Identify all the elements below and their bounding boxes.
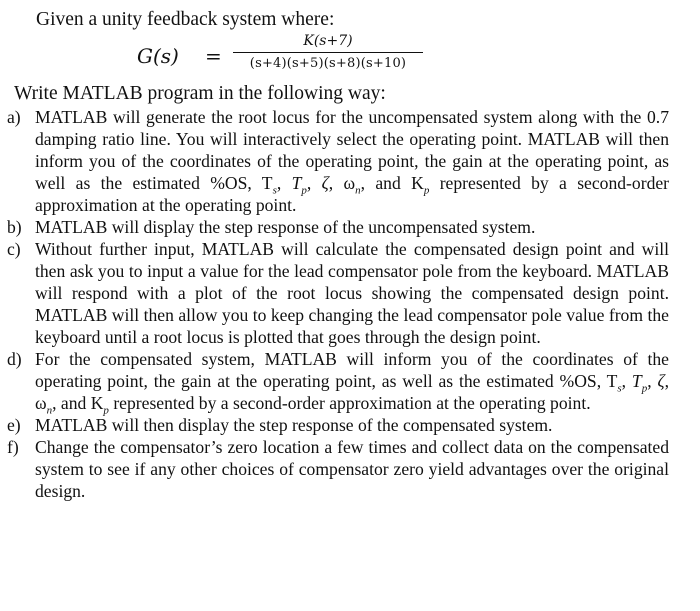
tp-symbol: T: [291, 173, 302, 193]
kp-symbol: and K: [60, 393, 104, 413]
intro-line: Given a unity feedback system where:: [36, 9, 335, 30]
formula-lhs: G(s): [137, 44, 179, 68]
list-item-a: a) MATLAB will generate the root locus for the uncompensated system along with the 0.7 damping ratio line. You will interactively select the operating point. MATLAB will then inform you of the coordinates of the operating point, the gain at the operating point, as well as the estimated %OS, $T_s$, $T_p$, ζ, $\omega_n$, and $K_p$ represented by a second-order approximation at the operating point.: [7, 107, 670, 215]
transfer-function: [137, 32, 437, 82]
item-text: MATLAB will then display the step response of the compensated system.: [35, 415, 553, 435]
formula-denominator: (s+4)(s+5)(s+8)(s+10): [249, 56, 407, 71]
list-item-c: [7, 238, 669, 348]
list-item-f: [7, 436, 669, 502]
list-item-b: [7, 216, 669, 238]
item-text: Without further input, MATLAB will calculate the compensated design point and will then ask you to input a value for the lead compensator pole from the keyboard. MATLAB will respond with a plot of the root locus showing the compensated design point. MATLAB will then allow you to keep changing the lead compensator pole value from the keyboard until a root locus is plotted that goes through the design point.: [35, 239, 669, 347]
ts-subscript: s: [272, 184, 277, 197]
item-marker: d): [7, 349, 22, 369]
formula-equals: =: [205, 44, 222, 68]
ts-subscript: s: [617, 382, 622, 395]
zeta-symbol: ζ: [321, 173, 329, 193]
list-item-e: [7, 414, 669, 436]
kp-subscript: p: [103, 404, 109, 417]
omega-symbol: ω: [343, 173, 356, 193]
kp-subscript: p: [423, 184, 430, 197]
fraction-bar: [233, 52, 423, 53]
item-marker: e): [7, 415, 21, 435]
item-text: For the compensated system, MATLAB will inform you of the coordinates of the operating point, the gain at the operating point, as well as the estimated %OS, T: [35, 349, 669, 391]
item-marker: a): [7, 107, 21, 127]
item-text: MATLAB will display the step response of the uncompensated system.: [35, 217, 536, 237]
item-text: MATLAB will generate the root locus for the uncompensated system along with the 0.7 damping ratio line. You will interactively select the operating point. MATLAB will then inform you of the coordinates of the operating point, the gain at the operating point, as well as the estimated %OS, T: [35, 107, 669, 193]
task-list: [7, 106, 669, 502]
item-text-tail: represented by a second-order approximation at the operating point.: [35, 173, 670, 215]
kp-symbol: and K: [375, 173, 424, 193]
tp-symbol: T: [631, 371, 642, 391]
formula-fraction: [233, 32, 423, 73]
omega-symbol: ω: [35, 393, 47, 413]
item-text-tail: represented by a second-order approximation at the operating point.: [113, 393, 591, 413]
item-marker: b): [7, 217, 22, 237]
omega-subscript: n: [355, 184, 361, 197]
instruction-line: Write MATLAB program in the following way:: [14, 83, 386, 104]
item-marker: f): [7, 437, 19, 457]
tp-subscript: p: [641, 382, 648, 395]
list-item-d: d) For the compensated system, MATLAB will inform you of the coordinates of the operating point, the gain at the operating point, as well as the estimated %OS, $T_s$, $T_p$, ζ, $\omega_n$, and $K_p$ represented by a second-order approximation at the operating point.: [7, 349, 669, 417]
item-text: Change the compensator’s zero location a few times and collect data on the compensated system to see if any other choices of compensator zero yield advantages over the original design.: [35, 437, 669, 501]
zeta-symbol: ζ: [657, 371, 665, 391]
formula-numerator: K(s+7): [303, 33, 353, 49]
tp-subscript: p: [301, 184, 307, 197]
item-marker: c): [7, 239, 21, 259]
omega-subscript: n: [46, 404, 53, 417]
